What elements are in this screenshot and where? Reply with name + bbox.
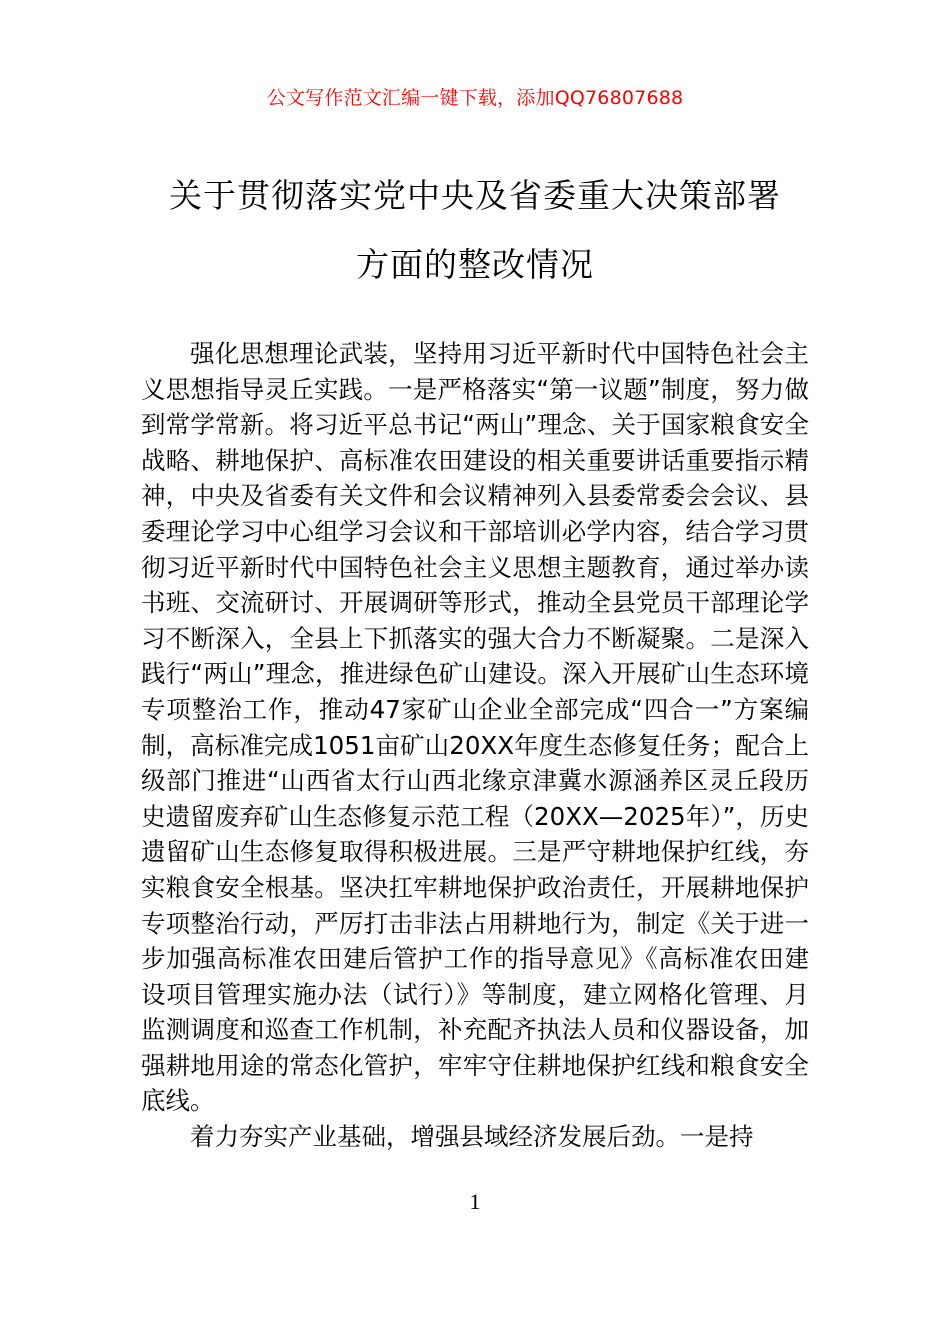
body-paragraph-2: 着力夯实产业基础，增强县域经济发展后劲。一是持 [190,1122,754,1152]
document-title-line-2: 方面的整改情况 [356,245,594,284]
document-body [141,336,809,1155]
document-title-line-1: 关于贯彻落实党中央及省委重大决策部署 [169,176,781,215]
body-paragraph-1: 强化思想理论武装，坚持用习近平新时代中国特色社会主义思想指导灵丘实践。一是严格落实“第一议题”制度，努力做到常学常新。将习近平总书记“两山”理念、关于国家粮食安全战略、耕地保护、高标准农田建设的相关重要讲话重要指示精神，中央及省委有关文件和会议精神列入县委常委会会议、县委理论学习中心组学习会议和干部培训必学内容，结合学习贯彻习近平新时代中国特色社会主义思想主题教育，通过举办读书班、交流研讨、开展调研等形式，推动全县党员干部理论学习不断深入，全县上下抓落实的强大合力不断凝聚。二是深入践行“两山”理念，推进绿色矿山建设。深入开展矿山生态环境专项整治工作，推动47家矿山企业全部完成“四合一”方案编制，高标准完成1051亩矿山20XX年度生态修复任务；配合上级部门推进“山西省太行山西北缘京津冀水源涵养区灵丘段历史遗留废弃矿山生态修复示范工程（20XX—2025年）”，历史遗留矿山生态修复取得积极进展。三是严守耕地保护红线，夯实粮食安全根基。坚决扛牢耕地保护政治责任，开展耕地保护专项整治行动，严厉打击非法占用耕地行为，制定《关于进一步加强高标准农田建后管护工作的指导意见》《高标准农田建设项目管理实施办法（试行）》等制度，建立网格化管理、月监测调度和巡查工作机制，补充配齐执法人员和仪器设备，加强耕地用途的常态化管护，牢牢守住耕地保护红线和粮食安全底线。 [141,339,809,1116]
download-promo-note: 公文写作范文汇编一键下载，添加QQ76807688 [266,87,684,109]
page-number: 1 [469,1189,481,1214]
